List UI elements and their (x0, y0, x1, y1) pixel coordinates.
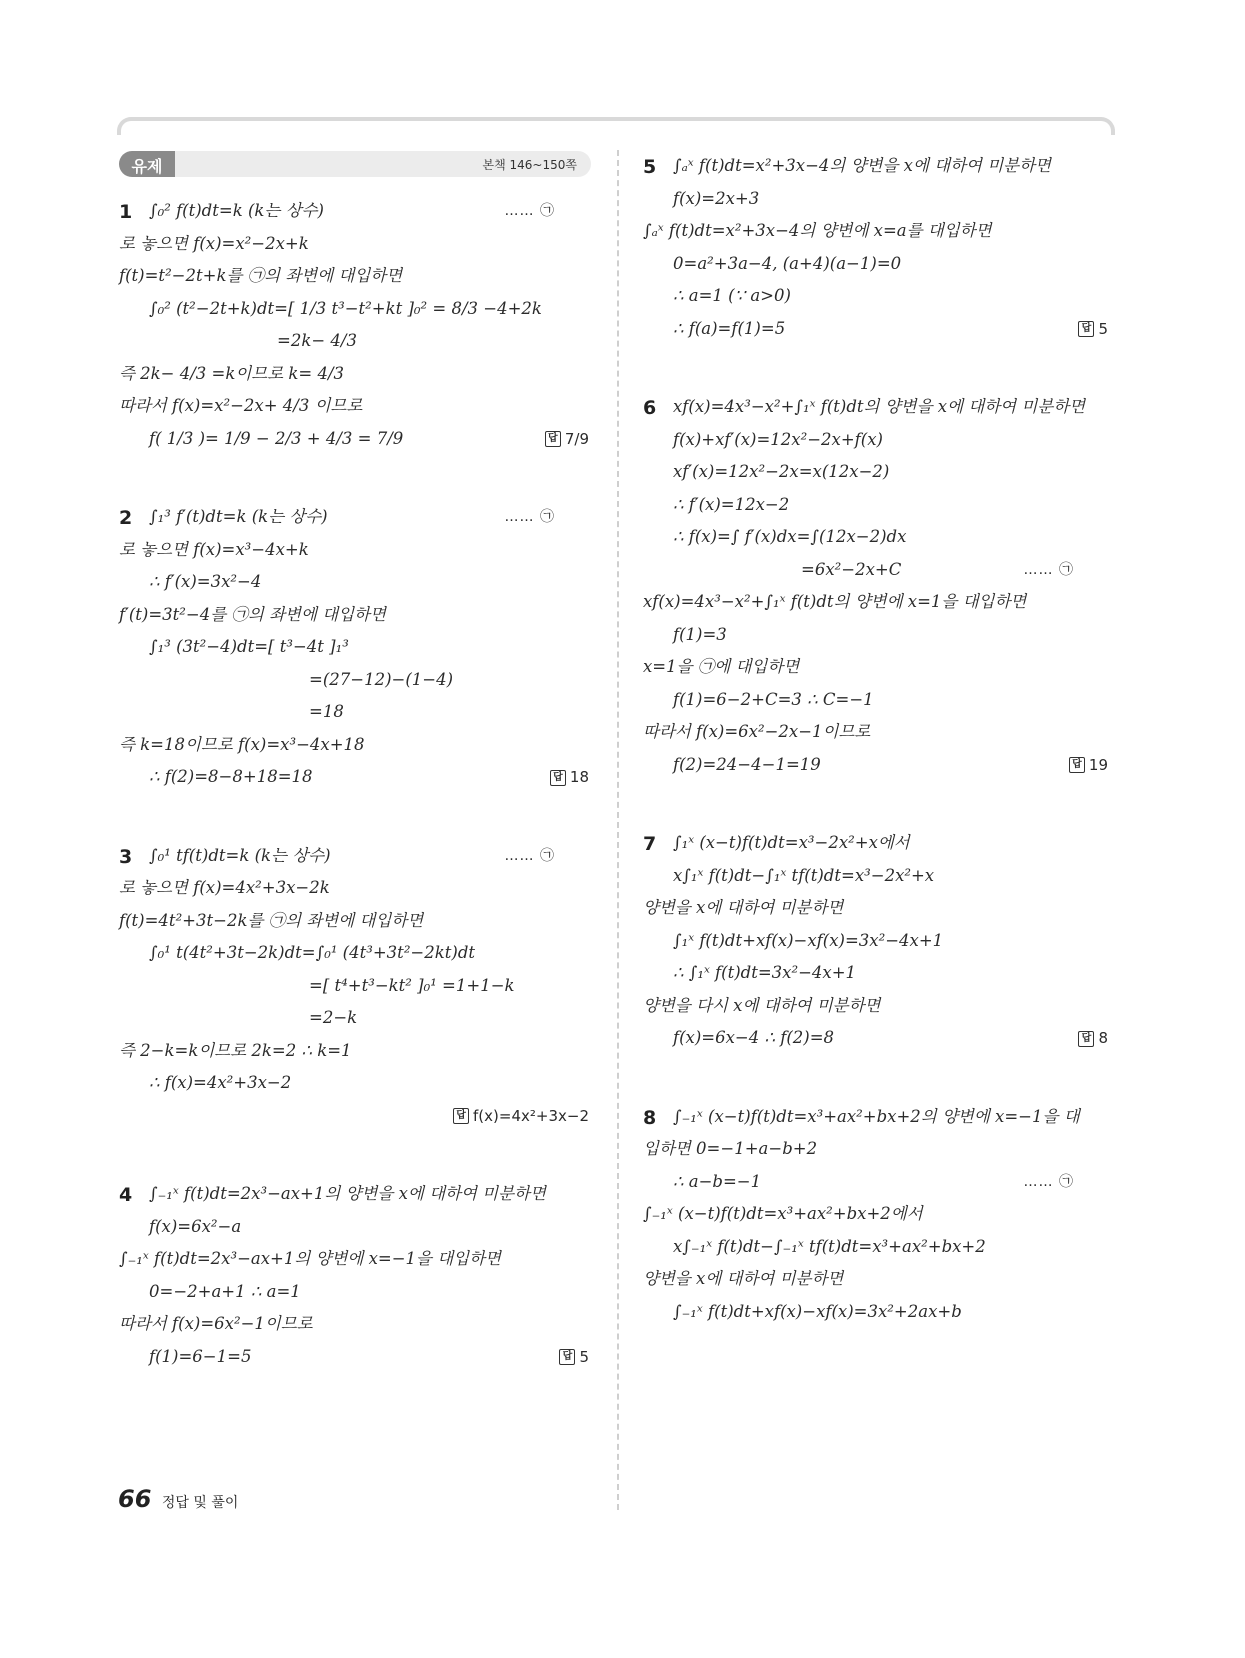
answer-value: 8 (1098, 1029, 1108, 1047)
equation-text: 양변을 x에 대하여 미분하면 (643, 898, 844, 917)
solution-line (643, 248, 1108, 281)
answer-icon: 답 (550, 770, 566, 786)
answer-value: 5 (579, 1347, 589, 1366)
solution-line (643, 183, 1108, 216)
solution-line (643, 1263, 1108, 1296)
equation-text: ∴ f′(x)=3x²−4 (149, 572, 262, 591)
equation-text: 0=−2+a+1 ∴ a=1 (149, 1281, 301, 1301)
solution-line (119, 195, 589, 228)
problem-gap (119, 794, 589, 840)
answer-icon: 답 (1078, 321, 1094, 337)
equation-text: 따라서 f(x)=x²−2x+ 4/3 이므로 (119, 396, 363, 415)
solution-line (119, 1211, 589, 1244)
page-footer (118, 1485, 238, 1513)
equation-text: 따라서 f(x)=6x²−2x−1이므로 (643, 722, 871, 741)
solution-line (119, 599, 589, 632)
equation-text: ∫₋₁ˣ f(t)dt+xf(x)−xf(x)=3x²+2ax+b (673, 1301, 962, 1321)
equation-text: f(x)+xf′(x)=12x²−2x+f(x) (673, 429, 883, 449)
solution-line (643, 554, 1108, 587)
equation-text: =2k− 4/3 (277, 331, 357, 350)
solution-line (119, 423, 589, 456)
problem-number: 1 (119, 201, 133, 223)
answer-value: 5 (1098, 319, 1108, 338)
solution-line (119, 260, 589, 293)
solution-line (643, 1166, 1108, 1199)
solution-line (643, 684, 1108, 717)
solution-line (119, 293, 589, 326)
equation-text: x∫₁ˣ f(t)dt−∫₁ˣ tf(t)dt=x³−2x²+x (673, 865, 935, 885)
solution-line (643, 1296, 1108, 1329)
solution-line (119, 761, 589, 794)
equation-text: f(1)=3 (673, 624, 727, 644)
problem-number: 2 (119, 507, 133, 529)
solution-line (643, 1133, 1108, 1166)
equation-text: ∫₀¹ t(4t²+3t−2k)dt=∫₀¹ (4t³+3t²−2kt)dt (149, 943, 476, 962)
solution-line (643, 586, 1108, 619)
problem-gap (643, 781, 1108, 827)
equation-text: =[ t⁴+t³−kt² ]₀¹ =1+1−k (309, 975, 515, 995)
solution-line (643, 150, 1108, 183)
equation-text: ∫₋₁ˣ (x−t)f(t)dt=x³+ax²+bx+2의 양변에 x=−1을 대 (673, 1106, 1080, 1126)
equation-text: ∫₋₁ˣ f(t)dt=2x³−ax+1의 양변을 x에 대하여 미분하면 (149, 1184, 546, 1203)
problem-number: 4 (119, 1184, 133, 1206)
solution-line (119, 390, 589, 423)
equation-text: 즉 2k− 4/3 =k이므로 k= 4/3 (119, 363, 345, 383)
solution-line (119, 1243, 589, 1276)
solution-line (119, 1308, 589, 1341)
answer-icon: 답 (559, 1349, 575, 1365)
equation-text: xf(x)=4x³−x²+∫₁ˣ f(t)dt의 양변을 x에 대하여 미분하면 (673, 397, 1086, 416)
equation-text: f(x)=6x²−a (149, 1216, 242, 1236)
equation-text: f′(t)=3t²−4를 ㉠의 좌변에 대입하면 (119, 604, 386, 624)
solution-line (643, 313, 1108, 346)
equation-marker: …… ㉠ (1023, 1173, 1074, 1190)
problem-number: 5 (643, 156, 657, 178)
solution-line (643, 215, 1108, 248)
equation-text: ∫₋₁ˣ f(t)dt=2x³−ax+1의 양변에 x=−1을 대입하면 (119, 1249, 502, 1268)
book-pages: 본책 146~150쪽 (482, 158, 577, 172)
solution-line (119, 534, 589, 567)
equation-text: x∫₋₁ˣ f(t)dt−∫₋₁ˣ tf(t)dt=x³+ax²+bx+2 (673, 1236, 986, 1256)
problem-number: 8 (643, 1106, 657, 1129)
solution-line (119, 1276, 589, 1309)
equation-marker: …… ㉠ (504, 509, 555, 525)
solution-line (119, 1341, 589, 1374)
equation-text: ∴ f(x)=∫ f′(x)dx=∫(12x−2)dx (673, 527, 907, 546)
solution-line (119, 970, 589, 1003)
equation-text: f(1)=6−1=5 (149, 1346, 252, 1366)
solution-line (119, 1067, 589, 1100)
solution-line (119, 1035, 589, 1068)
equation-text: f(t)=t²−2t+k를 ㉠의 좌변에 대입하면 (119, 266, 403, 285)
equation-marker: …… ㉠ (504, 847, 555, 864)
solution-line (119, 729, 589, 762)
equation-text: ∫₀² f(t)dt=k (k는 상수) (149, 201, 324, 220)
answer-icon: 답 (453, 1108, 469, 1124)
equation-text: f( 1/3 )= 1/9 − 2/3 + 4/3 = 7/9 (149, 428, 404, 448)
footer-title: 정답 및 풀이 (161, 1495, 239, 1511)
solution-line (643, 716, 1108, 749)
answer-value: f(x)=4x²+3x−2 (473, 1106, 589, 1125)
solution-line (643, 280, 1108, 313)
answer-box (1078, 1022, 1108, 1055)
answer-value: 18 (569, 768, 589, 786)
equation-text: ∫₋₁ˣ (x−t)f(t)dt=x³+ax²+bx+2에서 (643, 1204, 923, 1223)
equation-text: ∴ f(x)=4x²+3x−2 (149, 1073, 292, 1092)
solution-line (643, 1022, 1108, 1055)
equation-marker: …… ㉠ (1023, 561, 1074, 578)
equation-text: 양변을 다시 x에 대하여 미분하면 (643, 995, 881, 1015)
solution-line (643, 521, 1108, 554)
problem-gap (643, 345, 1108, 391)
problem-5 (643, 150, 1108, 345)
equation-text: 즉 2−k=k이므로 2k=2 ∴ k=1 (119, 1040, 352, 1060)
problem-number: 3 (119, 845, 133, 868)
equation-text: ∫ₐˣ f(t)dt=x²+3x−4의 양변에 x=a를 대입하면 (643, 221, 992, 240)
equation-text: ∫₁³ (3t²−4)dt=[ t³−4t ]₁³ (149, 637, 349, 656)
equation-text: ∴ ∫₁ˣ f(t)dt=3x²−4x+1 (673, 963, 857, 982)
top-frame (117, 117, 1115, 135)
solution-line (643, 957, 1108, 990)
answer-icon: 답 (1078, 1031, 1094, 1047)
equation-text: 따라서 f(x)=6x²−1이므로 (119, 1314, 313, 1333)
solution-line (119, 358, 589, 391)
equation-text: ∴ f(2)=8−8+18=18 (149, 767, 313, 786)
solution-line (643, 990, 1108, 1023)
left-column (119, 195, 589, 1373)
problem-number: 6 (643, 397, 657, 419)
solution-line (643, 424, 1108, 457)
equation-text: ∴ a=1 (∵ a>0) (673, 286, 791, 305)
problem-6 (643, 391, 1108, 781)
equation-text: x=1을 ㉠에 대입하면 (643, 657, 800, 676)
answer-box (545, 423, 589, 456)
equation-text: ∫₀² (t²−2t+k)dt=[ 1/3 t³−t²+kt ]₀² = 8/3 −4+2k (149, 298, 542, 318)
solution-line (643, 1101, 1108, 1134)
problem-2 (119, 501, 589, 794)
equation-text: 로 놓으면 f(x)=x²−2x+k (119, 233, 309, 253)
problem-8 (643, 1101, 1108, 1329)
answer-box (1069, 749, 1108, 782)
problem-gap (643, 1055, 1108, 1101)
equation-text: f(2)=24−4−1=19 (673, 754, 821, 774)
equation-text: =2−k (309, 1008, 358, 1027)
equation-text: ∫₁ˣ (x−t)f(t)dt=x³−2x²+x에서 (673, 833, 910, 852)
equation-text: 즉 k=18이므로 f(x)=x³−4x+18 (119, 734, 365, 754)
solution-line (119, 501, 589, 534)
answer-value: 19 (1088, 755, 1108, 774)
solution-line (119, 566, 589, 599)
section-header (119, 151, 591, 177)
solution-line (119, 325, 589, 358)
equation-text: 양변을 x에 대하여 미분하면 (643, 1269, 844, 1288)
solution-line (119, 840, 589, 873)
solution-line (119, 631, 589, 664)
solution-line (643, 391, 1108, 424)
solution-line (643, 1198, 1108, 1231)
solution-line (643, 860, 1108, 893)
solution-line (643, 892, 1108, 925)
equation-text: f(1)=6−2+C=3 ∴ C=−1 (673, 689, 874, 709)
solution-line (119, 228, 589, 261)
equation-text: ∫₁ˣ f(t)dt+xf(x)−xf(x)=3x²−4x+1 (673, 930, 944, 950)
problem-gap (119, 455, 589, 501)
right-column (643, 150, 1108, 1328)
problem-1 (119, 195, 589, 455)
page-number: 66 (118, 1485, 152, 1513)
solution-line (119, 872, 589, 905)
equation-text: ∴ f(a)=f(1)=5 (673, 318, 786, 338)
equation-text: 로 놓으면 f(x)=x³−4x+k (119, 539, 309, 559)
solution-line (643, 619, 1108, 652)
equation-marker: …… ㉠ (504, 203, 555, 219)
answer-value: 7/9 (564, 429, 589, 448)
solution-line (119, 1002, 589, 1035)
problem-7 (643, 827, 1108, 1055)
equation-text: ∫ₐˣ f(t)dt=x²+3x−4의 양변을 x에 대하여 미분하면 (673, 156, 1051, 175)
answer-icon: 답 (545, 431, 561, 447)
problem-3 (119, 840, 589, 1133)
solution-line (643, 456, 1108, 489)
answer-box (550, 761, 589, 794)
equation-text: =18 (309, 702, 344, 721)
equation-text: 로 놓으면 f(x)=4x²+3x−2k (119, 878, 330, 897)
equation-text: f(x)=2x+3 (673, 188, 760, 208)
solution-line (643, 749, 1108, 782)
equation-text: 입하면 0=−1+a−b+2 (643, 1139, 818, 1158)
equation-text: f(t)=4t²+3t−2k를 ㉠의 좌변에 대입하면 (119, 910, 424, 930)
equation-text: =6x²−2x+C (801, 559, 902, 579)
problem-number: 7 (643, 833, 657, 855)
equation-text: ∫₀¹ tf(t)dt=k (k는 상수) (149, 845, 331, 865)
solution-line (643, 925, 1108, 958)
problem-4 (119, 1178, 589, 1373)
equation-text: xf(x)=4x³−x²+∫₁ˣ f(t)dt의 양변에 x=1을 대입하면 (643, 592, 1027, 611)
answer-icon: 답 (1069, 757, 1085, 773)
section-label: 유제 (131, 157, 163, 176)
solution-line (119, 905, 589, 938)
solution-line (119, 937, 589, 970)
column-divider (617, 150, 619, 1510)
solution-line (119, 664, 589, 697)
solution-line (119, 1178, 589, 1211)
equation-text: ∫₁³ f′(t)dt=k (k는 상수) (149, 507, 328, 526)
equation-text: ∴ f′(x)=12x−2 (673, 494, 790, 514)
solution-line (643, 1231, 1108, 1264)
equation-text: ∴ a−b=−1 (673, 1171, 762, 1191)
equation-text: xf′(x)=12x²−2x=x(12x−2) (673, 462, 890, 481)
solution-line (643, 827, 1108, 860)
equation-text: f(x)=6x−4 ∴ f(2)=8 (673, 1028, 835, 1047)
answer-box (1078, 313, 1108, 346)
solution-line (119, 1100, 589, 1133)
solution-line (643, 489, 1108, 522)
answer-box (559, 1341, 589, 1374)
answer-box (453, 1100, 589, 1133)
solution-line (119, 696, 589, 729)
equation-text: =(27−12)−(1−4) (309, 669, 454, 689)
problem-gap (119, 1132, 589, 1178)
equation-text: 0=a²+3a−4, (a+4)(a−1)=0 (673, 253, 902, 273)
solution-line (643, 651, 1108, 684)
